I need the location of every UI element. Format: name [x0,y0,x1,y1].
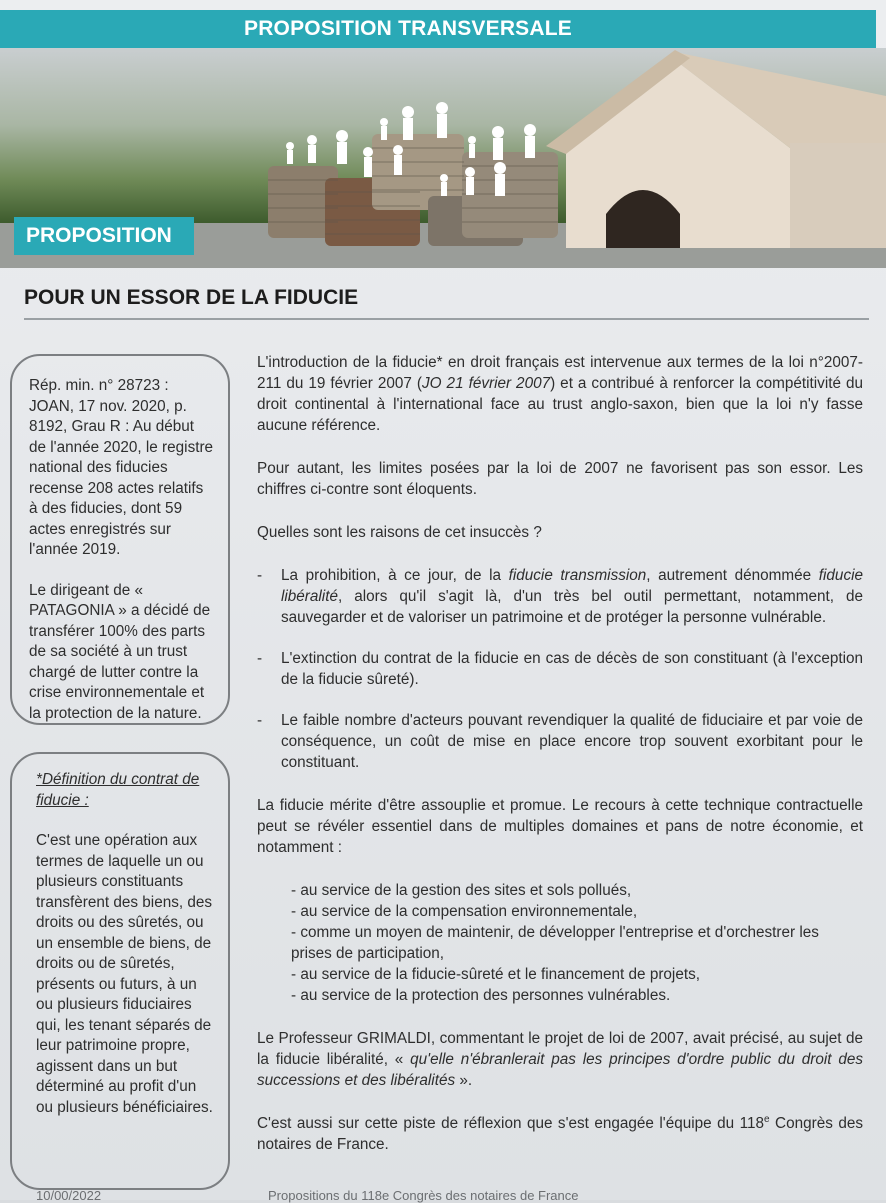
top-banner [0,10,876,48]
grimaldi-text-a: Le Professeur GRIMALDI, commentant le projet de loi de 2007, avait précisé, au sujet de la fiducie libéralité, « [257,1030,863,1068]
intro-text-a: L'introduction de la fiducie* en droit français est intervenue aux termes de la loi n°2007-211 du 19 février 2007 ( [257,354,863,392]
page-title: POUR UN ESSOR DE LA FIDUCIE [24,286,359,309]
bullet-dash: - [257,650,263,667]
proposition-label: PROPOSITION [26,224,172,247]
definition-box [10,752,230,1190]
patagonia-text: Le dirigeant de « PATAGONIA » a décidé de transférer 100% des parts de sa société à un trust chargé de lutter contre la crise environnementale et la protection de la nature. [29,581,211,722]
house-icon [546,50,886,248]
list-item [257,565,863,628]
reasons-list [257,565,863,773]
promotion-paragraph: La fiducie mérite d'être assouplie et promue. Le recours à cette technique contractuelle peut se révéler essentiel dans de multiples domaines et pans de notre économie, et notamment : [257,797,863,856]
intro-jo-reference: JO 21 février 2007 [422,375,551,392]
banner-title: PROPOSITION TRANSVERSALE [243,17,572,40]
congres-text-b: Congrès des notaires de France. [257,1115,863,1153]
definition-title: *Définition du contrat de fiducie : [36,771,200,809]
grimaldi-text-b: ». [455,1072,473,1089]
list-item: - au service de la gestion des sites et sols pollués, [291,882,632,899]
statistics-box [10,354,230,725]
list-item: - au service de la fiducie-sûreté et le financement de projets, [291,966,700,983]
statistics-text: Rép. min. n° 28723 : JOAN, 17 nov. 2020, p. 8192, Grau R : Au début de l'année 2020, le registre national des fiducies recense 208 actes relatifs à des fiducies, dont 59 actes enregistrés sur l'année 2019. [29,377,214,558]
question-paragraph: Quelles sont les raisons de cet insuccès ? [257,524,542,541]
list-item: - au service de la protection des personnes vulnérables. [291,987,671,1004]
list-item [257,710,863,773]
reason-1-italic-2: fiducie libéralité [281,567,863,605]
main-column [257,352,863,1177]
intro-paragraph [257,352,863,436]
congres-superscript: e [764,1113,770,1125]
congres-paragraph [257,1113,863,1155]
definition-body: C'est une opération aux termes de laquelle un ou plusieurs constituants transfèrent des biens, des droits ou des sûretés, ou un ensemble de biens, de droits ou de sûretés, présents ou futurs, à un ou plusieurs fiduciaires qui, les tenant séparés de leur patrimoine propre, agissent dans un but déterminé au profit d'un ou plusieurs bénéficiaires. [36,832,213,1116]
proposition-tab [14,217,194,255]
reason-1-text-c: , alors qu'il s'agit là, d'un très bel outil permettant, notamment, de sauvegarder et de valoriser un patrimoine et de protéger la personne vulnérable. [281,588,863,626]
list-item [257,648,863,690]
bullet-dash: - [257,567,263,584]
grimaldi-quote: qu'elle n'ébranlerait pas les principes d'ordre public du droit des successions et des libéralités [257,1051,863,1089]
footer-text: Propositions du 118e Congrès des notaires de France [268,1188,579,1203]
grimaldi-paragraph [257,1028,863,1091]
reason-2-text: L'extinction du contrat de la fiducie en cas de décès de son constituant (à l'exception de la fiducie sûreté). [281,650,863,688]
limits-paragraph: Pour autant, les limites posées par la loi de 2007 ne favorisent pas son essor. Les chiffres ci-contre sont éloquents. [257,460,863,498]
list-item: - au service de la compensation environnementale, [291,903,638,920]
reason-1-text-a: La prohibition, à ce jour, de la [281,567,509,584]
intro-text-b: ) et a contribué à renforcer la compétitivité du droit continental à l'international face au trust anglo-saxon, bien que la loi n'y fasse aucune référence. [257,375,863,434]
congres-text-a: C'est aussi sur cette piste de réflexion que s'est engagée l'équipe du 118 [257,1115,764,1132]
footer-date: 10/00/2022 [36,1188,102,1203]
reason-1-text-b: , autrement dénommée [646,567,819,584]
list-item: - comme un moyen de maintenir, de développer l'entreprise et d'orchestrer les prises de participation, [291,924,819,962]
title-divider [24,318,869,320]
reason-3-text: Le faible nombre d'acteurs pouvant revendiquer la qualité de fiduciaire et par voie de conséquence, un coût de mise en place encore trop souvent exorbitant pour le constituant. [281,712,863,771]
bullet-dash: - [257,712,263,729]
domains-list [291,880,863,1006]
reason-1-italic-1: fiducie transmission [508,567,647,584]
